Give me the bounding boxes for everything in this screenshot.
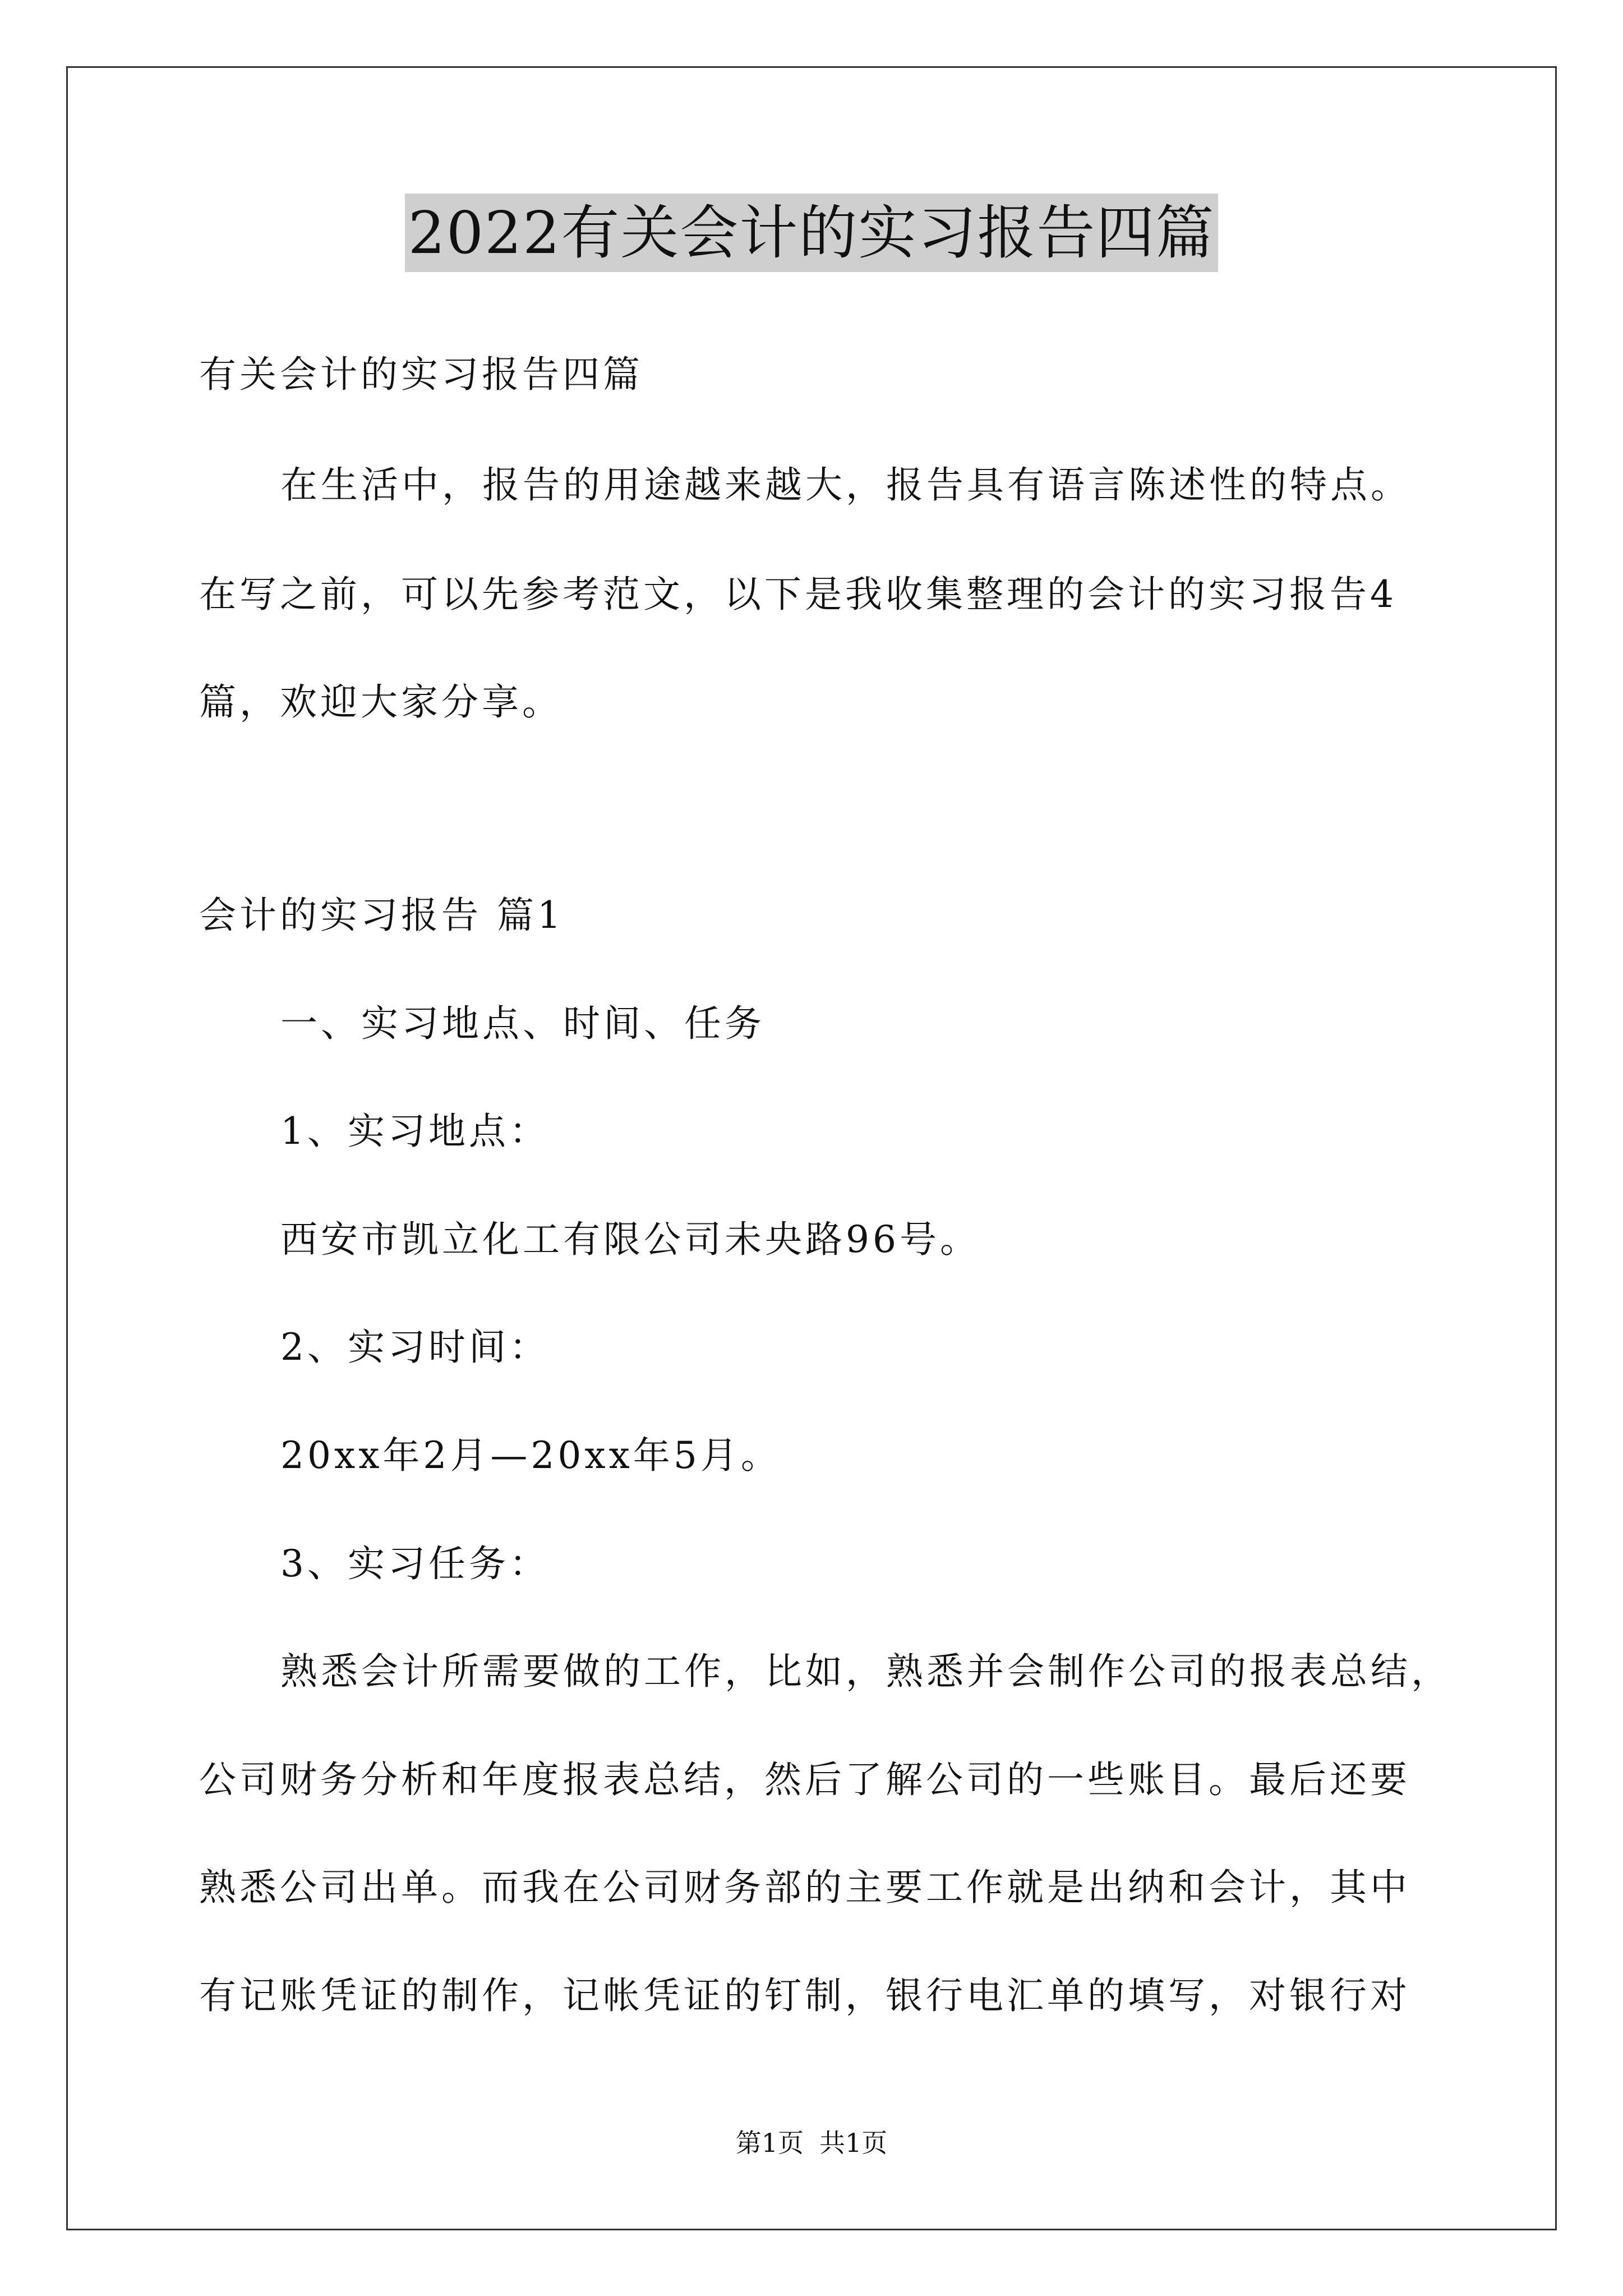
page-number: 第1页 [735,2128,804,2158]
body-line: 在写之前，可以先参考范文，以下是我收集整理的会计的实习报告4 [199,573,1397,616]
body-line: 2、实习时间： [280,1326,550,1369]
body-line: 在生活中，报告的用途越来越大，报告具有语言陈述性的特点。 [280,463,1411,507]
page-total: 共1页 [819,2128,888,2158]
body-line: 公司财务分析和年度报表总结，然后了解公司的一些账目。最后还要 [199,1758,1410,1801]
body-line: 一、实习地点、时间、任务 [280,1002,765,1045]
body-line: 1、实习地点： [280,1110,550,1153]
title-container [0,194,1623,272]
document-title: 2022有关会计的实习报告四篇 [405,194,1219,272]
body-line: 篇，欢迎大家分享。 [199,680,562,724]
body-line: 20xx年2月—20xx年5月。 [280,1434,781,1477]
section-heading: 会计的实习报告 篇1 [199,894,564,937]
body-line: 熟悉公司出单。而我在公司财务部的主要工作就是出纳和会计，其中 [199,1866,1410,1909]
body-line: 有记账凭证的制作，记帐凭证的钉制，银行电汇单的填写，对银行对 [199,1974,1410,2017]
body-line: 3、实习任务： [280,1542,550,1585]
body-line: 熟悉会计所需要做的工作，比如，熟悉并会制作公司的报表总结， [280,1650,1451,1693]
page-footer [0,2126,1623,2160]
subtitle-line: 有关会计的实习报告四篇 [199,353,643,396]
body-line: 西安市凯立化工有限公司未央路96号。 [280,1218,980,1261]
